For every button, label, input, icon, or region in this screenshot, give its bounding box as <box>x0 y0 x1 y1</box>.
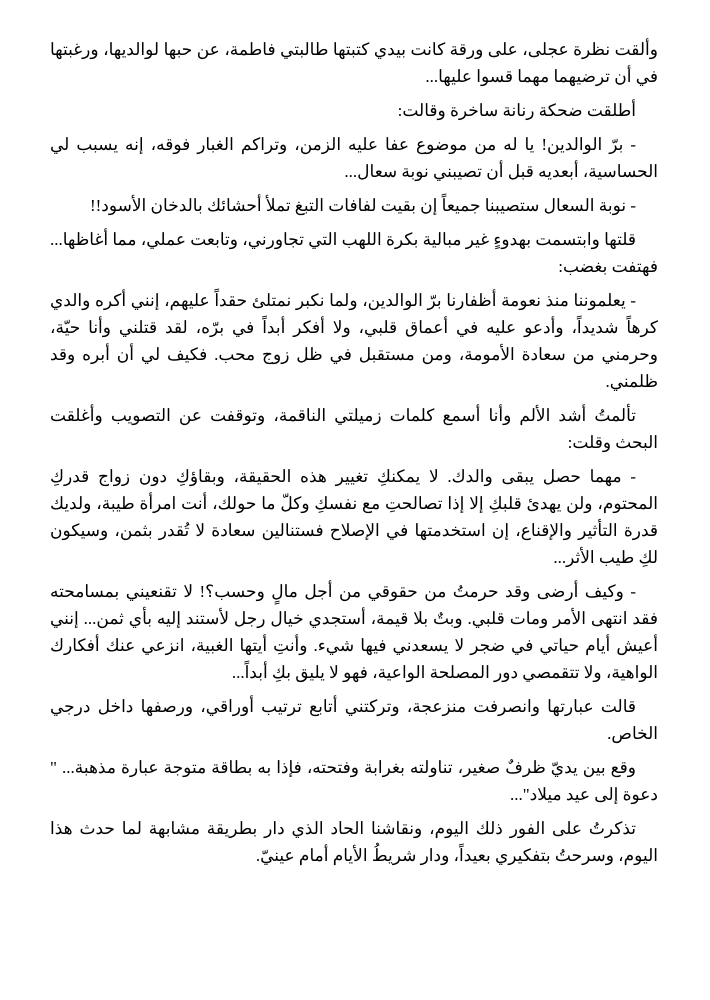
paragraph-4: - نوبة السعال ستصيبنا جميعاً إن بقيت لفافات التبغ تملأ أحشائك بالدخان الأسود!! <box>89 196 636 215</box>
paragraph-1: وألقت نظرة عجلى، على ورقة كانت بيدي كتبتها طالبتي فاطمة، عن حبها لوالديها، ورغبتها في أن ترضيهما مهما قسوا عليها... <box>50 40 658 86</box>
paragraph-6: - يعلموننا منذ نعومة أظفارنا برّ الوالدين، ولما نكبر نمتلئ حقداً عليهم، إنني أكره والدي كرهاً شديداً، وأدعو عليه في أعماق قلبي، ولا أفكر أبداً في برّه، لقد قتلني وأنا حيّة، وحرمني من سعادة الأمومة، ومن مستقبل في ظل زوج محب. فكيف لي أن أبره وقد ظلمني. <box>50 291 658 391</box>
paragraph-10: قالت عبارتها وانصرفت منزعجة، وتركتني أتابع ترتيب أوراقي، ورصفها داخل درجي الخاص. <box>50 697 658 743</box>
paragraph-11: وقع بين يديّ ظرفٌ صغير، تناولته بغرابة وفتحته، فإذا به بطاقة متوجة عبارة مذهبة... " دعوة إلى عيد ميلاد"... <box>50 758 658 804</box>
paragraph-7: تألمتُ أشد الألم وأنا أسمع كلمات زميلتي الناقمة، وتوقفت عن التصويب وأغلقت البحث وقلت: <box>50 406 658 452</box>
paragraph-5: قلتها وابتسمت بهدوءٍ غير مبالية بكرة اللهب التي تجاورني، وتابعت عملي، مما أغاظها... فهتفت بغضب: <box>50 230 658 276</box>
paragraph-3: - برّ الوالدين! يا له من موضوع عفا عليه الزمن، وتراكم الغبار فوقه، إنه يسبب لي الحساسية، أبعديه قبل أن تصيبني نوبة سعال... <box>50 135 658 181</box>
paragraph-2: أطلقت ضحكة رنانة ساخرة وقالت: <box>397 101 636 120</box>
paragraph-12: تذكرتُ على الفور ذلك اليوم، ونقاشنا الحاد الذي دار بطريقة مشابهة لما حدث هذا اليوم، وسرحتُ بتفكيري بعيداً، ودار شريطُ الأيام أمام عينيّ. <box>50 819 658 865</box>
paragraph-8: - مهما حصل يبقى والدك. لا يمكنكِ تغيير هذه الحقيقة، وبقاؤكِ دون زواج قدركِ المحتوم، ولن يهدئ قلبكِ إلا إذا تصالحتِ مع نفسكِ وكلّ ما حولك، أنت امرأة طيبة، ولديك قدرة التأثير والإقناع، إن استخدمتها في الإصلاح فستنالين سعادة لا تُقدر بثمن، وسيكون لكِ طيب الأثر... <box>50 467 658 567</box>
paragraph-9: - وكيف أرضى وقد حرمتُ من حقوقي من أجل مالٍ وحسب؟! لا تقنعيني بمسامحته فقد انتهى الأمر ومات قلبي. وبتٌ بلا قيمة، أستجدي خيال رجل لأستند إليه بأي ثمن... إنني أعيش أيام حياتي في ضجر لا يسعدني فيها شيء. وأنتِ أيتها الغبية، انزعي عنك أفكارك الواهية، ولا تتقمصي دور المصلحة الواعية، فهو لا يليق بكِ أبداً... <box>50 582 658 682</box>
